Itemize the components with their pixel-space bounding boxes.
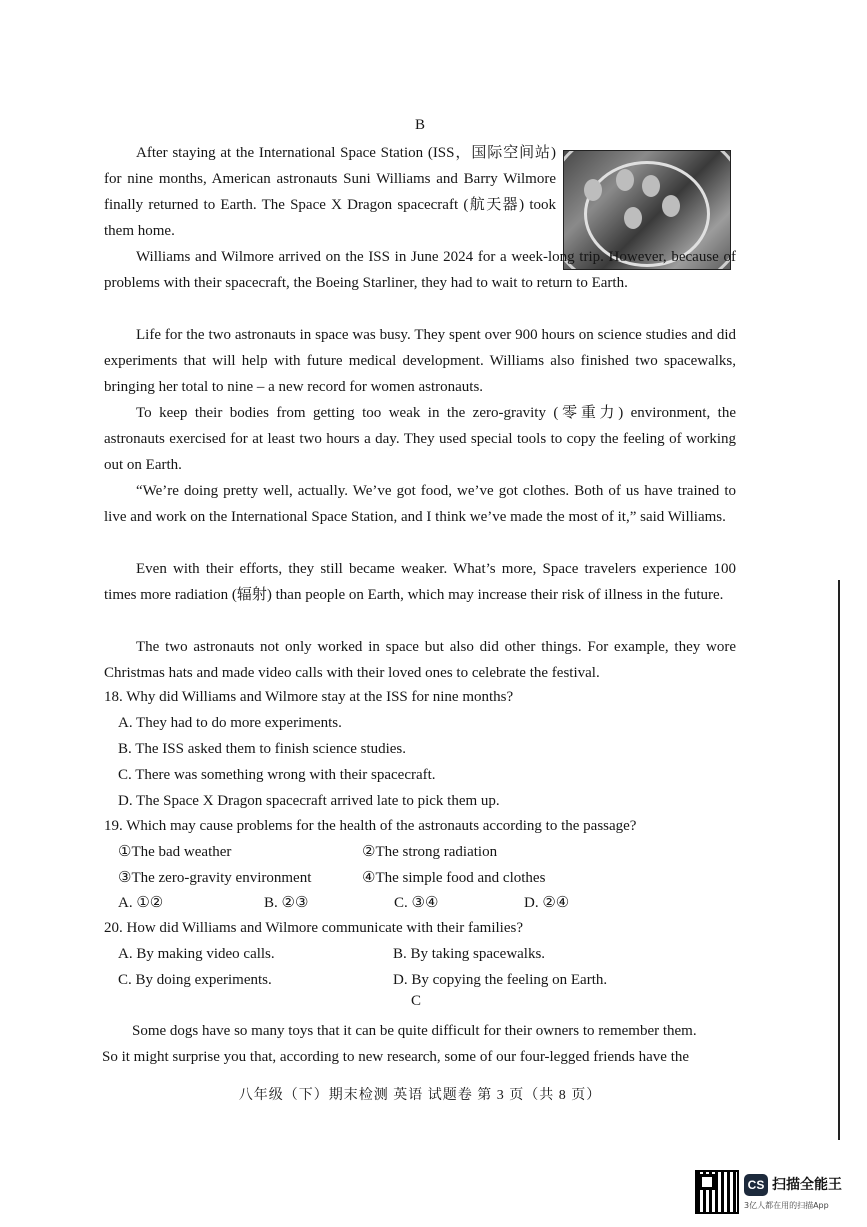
paragraph-5: “We’re doing pretty well, actually. We’ve got food, we’ve got clothes. Both of us have trained to live and work on the International Space Station, and I think we’ve made the most of it,” said Williams. xyxy=(104,483,736,525)
paragraph-6: Even with their efforts, they still became weaker. What’s more, Space travelers experience 100 times more radiation (辐射) than people on Earth, which may increase their risk of illness in the future. xyxy=(104,561,736,603)
section-c-line-2: So it might surprise you that, according to new research, some of our four-legged friends have the xyxy=(102,1049,690,1065)
camscanner-tagline: 3亿人都在用的扫描App xyxy=(744,1201,829,1210)
q19-item-2: ②The strong radiation xyxy=(362,844,498,860)
camscanner-name: 扫描全能王 xyxy=(772,1177,842,1193)
q19-item-4: ④The simple food and clothes xyxy=(362,870,546,886)
paragraph-7: The two astronauts not only worked in space but also did other things. For example, they wore Christmas hats and made video calls with their loved ones to celebrate the festival. xyxy=(104,639,736,681)
q20-option-a: A. By making video calls. xyxy=(118,946,275,962)
question-18-stem: 18. Why did Williams and Wilmore stay at the ISS for nine months? xyxy=(104,689,514,705)
camscanner-logo-icon: CS xyxy=(744,1174,768,1196)
q19-item-1: ①The bad weather xyxy=(118,844,232,860)
q19-option-a: A. ①② xyxy=(118,895,164,911)
q19-option-d: D. ②④ xyxy=(524,895,570,911)
q20-option-d: D. By copying the feeling on Earth. xyxy=(393,972,608,988)
q18-option-a: A. They had to do more experiments. xyxy=(118,715,342,731)
qr-code-icon xyxy=(695,1170,739,1214)
q18-option-d: D. The Space X Dragon spacecraft arrived late to pick them up. xyxy=(118,793,500,809)
q18-option-c: C. There was something wrong with their spacecraft. xyxy=(118,767,436,783)
paragraph-3: Life for the two astronauts in space was busy. They spent over 900 hours on science studies and did experiments that will help with future medical development. Williams also finished two spacewalks, bringing her total to nine – a new record for women astronauts. xyxy=(104,327,736,395)
q20-option-c: C. By doing experiments. xyxy=(118,972,272,988)
question-19-stem: 19. Which may cause problems for the health of the astronauts according to the passage? xyxy=(104,818,637,834)
paragraph-1: After staying at the International Space Station (ISS，国际空间站) for nine months, American astronauts Suni Williams and Barry Wilmore finally returned to Earth. The Space X Dragon spacecraft (航天器) took them home. xyxy=(104,145,556,239)
section-c-heading: C xyxy=(410,993,421,1009)
question-20-stem: 20. How did Williams and Wilmore communicate with their families? xyxy=(104,920,523,936)
q18-option-b: B. The ISS asked them to finish science studies. xyxy=(118,741,407,757)
q19-option-c: C. ③④ xyxy=(394,895,439,911)
section-c-line-1: Some dogs have so many toys that it can be quite difficult for their owners to remember them. xyxy=(132,1023,697,1039)
section-b-heading: B xyxy=(414,117,425,133)
paragraph-4: To keep their bodies from getting too weak in the zero-gravity (零重力) environment, the astronauts exercised for at least two hours a day. They used special tools to copy the feeling of working out on Earth. xyxy=(104,405,736,473)
page-footer: 八年级（下）期末检测 英语 试题卷 第 3 页（共 8 页） xyxy=(238,1088,602,1103)
q20-option-b: B. By taking spacewalks. xyxy=(393,946,546,962)
q19-item-3: ③The zero-gravity environment xyxy=(118,870,312,886)
q19-option-b: B. ②③ xyxy=(264,895,309,911)
margin-rule xyxy=(838,580,840,1140)
paragraph-2: Williams and Wilmore arrived on the ISS in June 2024 for a week-long trip. However, because of problems with their spacecraft, the Boeing Starliner, they had to wait to return to Earth. xyxy=(104,249,736,291)
